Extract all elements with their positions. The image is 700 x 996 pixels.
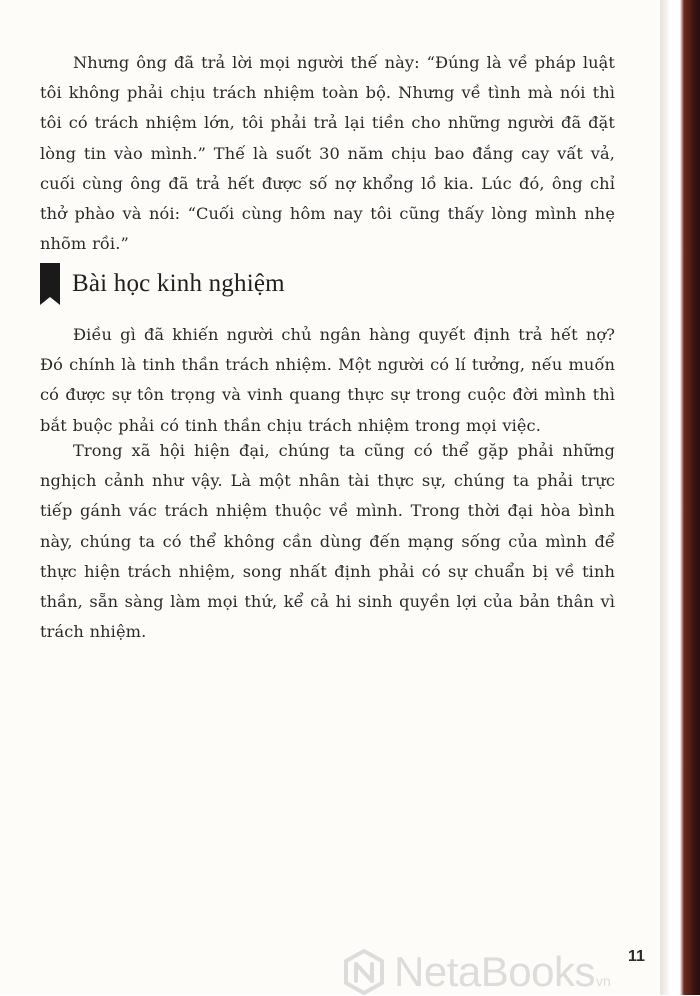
watermark-suffix: vn xyxy=(595,973,611,989)
paragraph-1 xyxy=(40,48,615,259)
section-heading xyxy=(40,262,285,306)
watermark xyxy=(340,948,611,995)
watermark-text: NetaBooks xyxy=(394,948,595,995)
page-number: 11 xyxy=(628,948,645,965)
paragraph-3-text: Trong xã hội hiện đại, chúng ta cũng có thể gặp phải những nghịch cảnh như vậy. Là một nhân tài thực sự, chúng ta phải trực tiếp gánh vác trách nhiệm thuộc về mình. Trong thời đại hòa bình này, chúng ta có thể không cần dùng đến mạng sống của mình để thực hiện trách nhiệm, song nhất định phải có sự chuẩn bị về tinh thần, sẵn sàng làm mọi thứ, kể cả hi sinh quyền lợi của bản thân vì trách nhiệm. xyxy=(40,441,615,642)
paragraph-3 xyxy=(40,436,615,647)
section-heading-text: Bài học kinh nghiệm xyxy=(72,270,285,297)
paragraph-2-text: Điều gì đã khiến người chủ ngân hàng quyết định trả hết nợ? Đó chính là tinh thần trách nhiệm. Một người có lí tưởng, nếu muốn có được sự tôn trọng và vinh quang thực sự trong cuộc đời mình thì bắt buộc phải có tinh thần chịu trách nhiệm trong mọi việc. xyxy=(40,325,615,435)
netabooks-logo-icon xyxy=(340,948,388,996)
paragraph-1-text: Nhưng ông đã trả lời mọi người thế này: “Đúng là về pháp luật tôi không phải chịu trách nhiệm toàn bộ. Nhưng về tình mà nói thì tôi có trách nhiệm lớn, tôi phải trả lại tiền cho những người đã đặt lòng tin vào mình.” Thế là suốt 30 năm chịu bao đắng cay vất vả, cuối cùng ông đã trả hết được số nợ khổng lồ kia. Lúc đó, ông chỉ thở phào và nói: “Cuối cùng hôm nay tôi cũng thấy lòng mình nhẹ nhõm rồi.” xyxy=(40,53,615,254)
paragraph-2 xyxy=(40,320,615,441)
bookmark-icon xyxy=(40,263,60,305)
book-spine-edge xyxy=(660,0,700,995)
